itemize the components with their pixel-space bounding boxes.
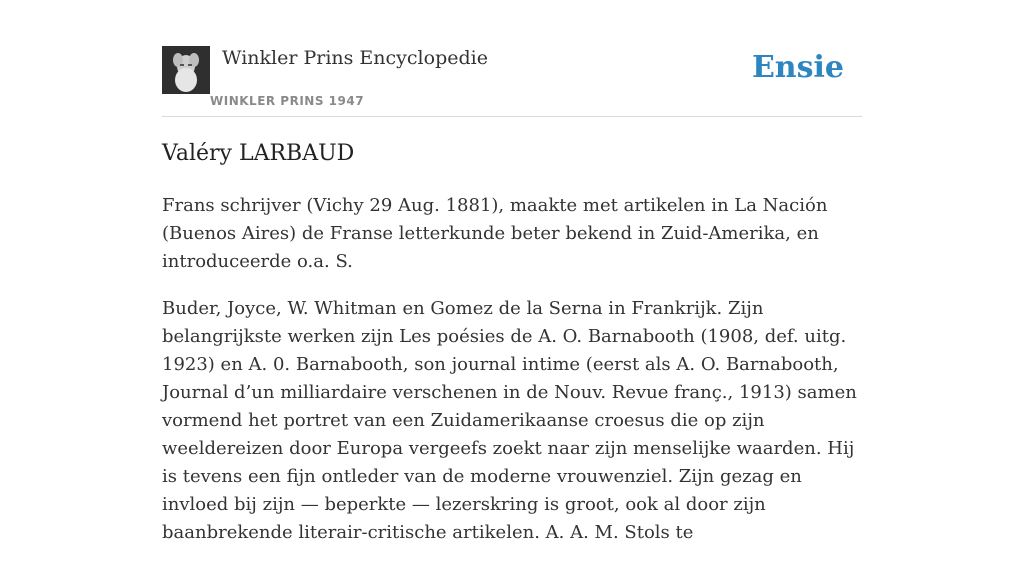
site-title[interactable]: Winkler Prins Encyclopedie bbox=[222, 47, 488, 69]
article-title: Valéry LARBAUD bbox=[162, 141, 355, 166]
article-paragraph: Buder, Joyce, W. Whitman en Gomez de la Serna in Frankrijk. Zijn belangrijkste werken zijn Les poésies de A. O. Barnabooth (1908, def. uitg. 1923) en A. 0. Barnabooth, son journal intime (eerst als A. O. Barnabooth, Journal d’un milliardaire verschenen in de Nouv. Revue franç., 1913) samen vormend het portret van een Zuidamerikaanse croesus die op zijn weeldereizen door Europa vergeefs zoekt naar zijn menselijke waarden. Hij is tevens een fijn ontleder van de moderne vrouwenziel. Zijn gezag en invloed bij zijn — beperkte — lezerskring is groot, ook al door zijn baanbrekende literair-critische artikelen. A. A. M. Stols te bbox=[162, 298, 857, 543]
article-body bbox=[162, 192, 862, 566]
article-paragraph: Frans schrijver (Vichy 29 Aug. 1881), maakte met artikelen in La Nación (Buenos Aires) de Franse letterkunde beter bekend in Zuid-Amerika, en introduceerde o.a. S. bbox=[162, 195, 828, 272]
portrait-avatar-icon[interactable] bbox=[162, 46, 210, 94]
brand-logo[interactable]: Ensie bbox=[751, 50, 844, 85]
portrait-avatar-graphic bbox=[162, 46, 210, 94]
header bbox=[162, 40, 862, 117]
site-subtitle: WINKLER PRINS 1947 bbox=[210, 94, 365, 108]
